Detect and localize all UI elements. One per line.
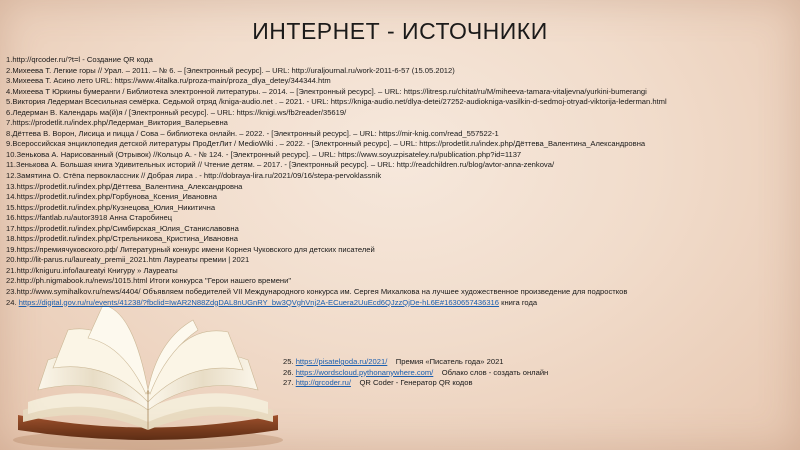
reference-item-26 — [283, 368, 793, 379]
reference-item: 2.Михеева Т. Легкие горы // Урал. – 2011. – № 6. – [Электронный ресурс]. – URL: http://uraljournal.ru/work-2011-6-57 (15.05.2012) — [6, 65, 455, 75]
reference-item: 21.http://kniguru.info/laureatyi Книгуру » Лауреаты — [6, 265, 178, 275]
reference-item: 6.Ледерман В. Календарь ма(й)я / [Электронный ресурс]. – URL: https://knigi.ws/fb2reader/35619/ — [6, 107, 347, 117]
reference-label: Облако слов - создать онлайн — [441, 367, 549, 377]
reference-item: 17.https://prodetlit.ru/index.php/Симбирская_Юлия_Станиславовна — [6, 223, 239, 233]
reference-item: 1.http://qrcoder.ru/?t=l - Создание QR кода — [6, 55, 153, 64]
reference-item: 20.http://lit-parus.ru/laureaty_premii_2021.htm Лауреаты премии | 2021 — [6, 255, 250, 265]
reference-item: 15.https://prodetlit.ru/index.php/Кузнецова_Юлия_Никитична — [6, 202, 216, 212]
reference-link[interactable]: http://qrcoder.ru/ — [295, 378, 351, 388]
reference-item: 3.Михеева Т. Асино лето URL: https://www.4italka.ru/proza-main/proza_dlya_detey/344344.htm — [6, 76, 331, 86]
reference-item: 23.http://www.symihalkov.ru/news/4404/ Объявляем победителей VII Международного конкурса им. Сергея Михалкова на лучшее художественное произведение для подростков — [6, 287, 628, 297]
reference-item-27 — [283, 378, 793, 389]
reference-item: 18.https://prodetlit.ru/index.php/Стрельникова_Кристина_Ивановна — [6, 234, 238, 244]
reference-item: 12.Замятина О. Стёпа первоклассник // Добрая лира . - http://dobraya-lira.ru/2021/09/16/stepa-pervoklassnik — [6, 171, 382, 181]
reference-item: 4.Михеева Т Юркины бумеранги / Библиотека электронной литературы. – 2014. – [Электронный ресурс]. – URL: https://litresp.ru/chitat/ru/M/miheeva-tamara-vitaljevna/yurkini-bumerangi — [6, 86, 647, 96]
reference-item: 19.https://премиячуковского.рф/ Литературный конкурс имени Корнея Чуковского для детских писателей — [6, 244, 375, 254]
reference-item-25 — [283, 357, 793, 368]
reference-item: 11.Зенькова А. Большая книга Удивительных историй // Чтение детям. – 2017. - [Электронный ресурс]. – URL: http://readchildren.ru/blog/avtor-anna-zenkova/ — [6, 160, 555, 170]
reference-list — [6, 55, 796, 308]
reference-link[interactable]: https://wordscloud.pythonanywhere.com/ — [295, 367, 434, 377]
reference-item: 13.https://prodetlit.ru/index.php/Дёттева_Валентина_Александровна — [6, 181, 243, 191]
reference-number: 25. — [283, 357, 294, 366]
reference-list-right — [283, 357, 793, 389]
reference-link[interactable]: https://pisatelgoda.ru/2021/ — [295, 357, 388, 366]
reference-number: 26. — [283, 367, 294, 377]
reference-item: 16.https://fantlab.ru/autor3918 Анна Старобинец — [6, 213, 173, 223]
reference-link[interactable]: https://digital.gov.ru/ru/events/41238/?fbclid=IwAR2N88ZdgDAL8nUGnRY_bw3QVghVnj2A-ECuera2UuEcd6QJzzQjDe-hL6E#1630657436316 — [18, 297, 500, 307]
reference-item: 9.Всероссийская энциклопедия детской литературы ПроДетЛит / MedioWiki . – 2022. - [Электронный ресурс]. – URL: https://prodetlit.ru/index.php/Дёттева_Валентина_Александровна — [6, 139, 646, 149]
reference-item: 22.http://ph.nigmabook.ru/news/1015.html Итоги конкурса "Герои нашего времени" — [6, 276, 292, 286]
reference-number: 24. — [6, 297, 17, 307]
open-book-illustration — [8, 290, 288, 450]
reference-label: QR Coder - Генератор QR кодов — [359, 378, 473, 388]
reference-item: 8.Дёттева В. Ворон, Лисица и пицца / Сова – библиотека онлайн. – 2022. - [Электронный ресурс]. – URL: https://mir-knig.com/read_557522-1 — [6, 128, 499, 138]
reference-item: 7.https://prodetlit.ru/index.php/Ледерман_Виктория_Валерьевна — [6, 118, 228, 128]
page-title: ИНТЕРНЕТ - ИСТОЧНИКИ — [252, 18, 548, 44]
reference-label: Премия «Писатель года» 2021 — [395, 357, 504, 366]
reference-label: книга года — [501, 297, 538, 307]
reference-item: 10.Зенькова А. Нарисованный (Отрывок) //Кольцо А. - № 124. - [Электронный ресурс]. – URL: https://www.soyuzpisateley.ru/publication.php?id=1137 — [6, 149, 522, 159]
reference-item: 14.https://prodetlit.ru/index.php/Горбунова_Ксения_Ивановна — [6, 192, 217, 202]
reference-number: 27. — [283, 378, 294, 388]
reference-item: 5.Виктория Ледерман Всесильная семёрка. Седьмой отряд /kniga-audio.net . – 2021. - URL: https://kniga-audio.net/dlya-detei/27252-audiokniga-vasilkin-d-sedmoj-otryad-viktorija-lederman.html — [6, 97, 667, 107]
reference-item-24 — [6, 298, 796, 309]
